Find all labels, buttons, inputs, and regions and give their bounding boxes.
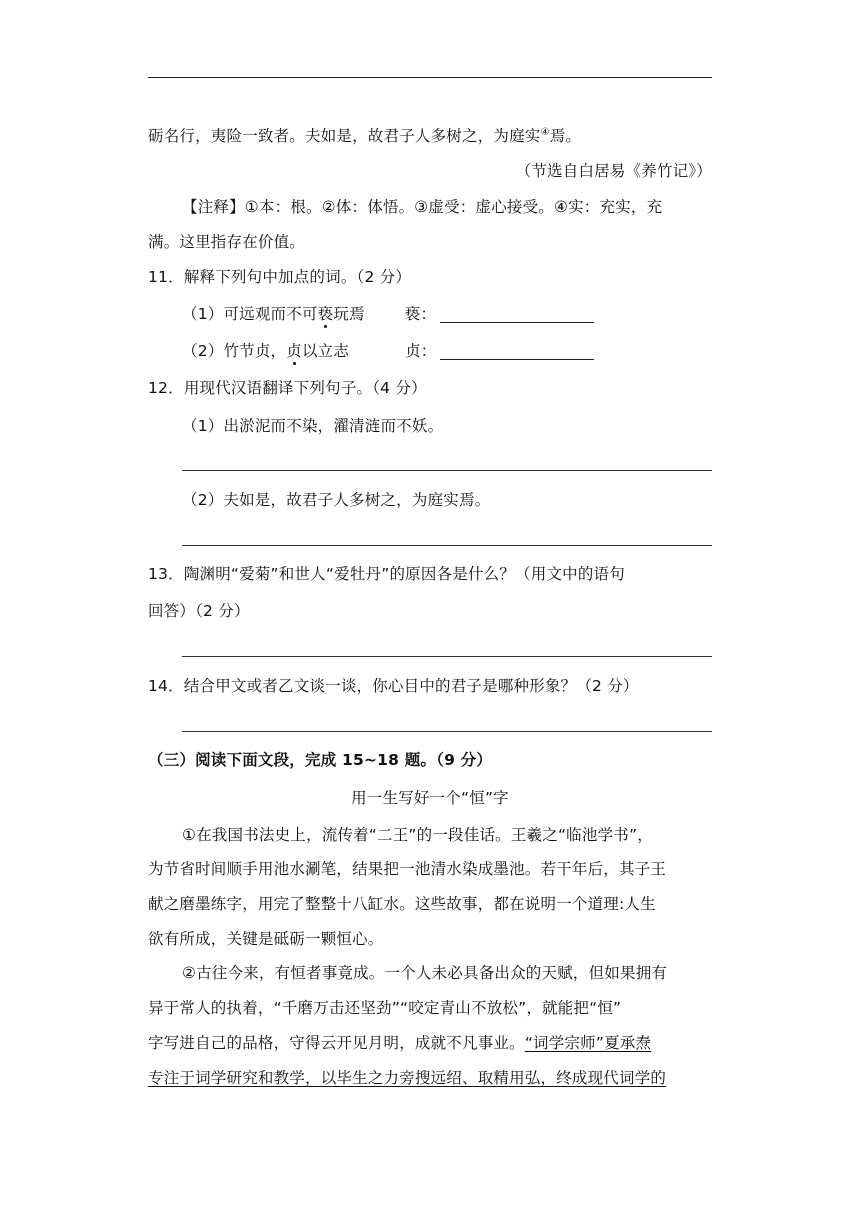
item-text: 以立志 xyxy=(301,342,350,360)
paragraph-line: ①在我国书法史上，流传着“二王”的一段佳话。王羲之“临池学书”， xyxy=(182,826,653,844)
article-title: 用一生写好一个“恒”字 xyxy=(351,789,509,807)
paragraph-line: 为节省时间顺手用池水涮笔，结果把一池清水染成墨池。若干年后，其子王 xyxy=(148,860,667,878)
question-11-stem: 11．解释下列句中加点的词。（2 分） xyxy=(148,268,412,286)
dotted-word: 亵 xyxy=(317,305,334,323)
passage-source: （节选自白居易《养竹记》） xyxy=(515,162,712,180)
passage-text: 焉。 xyxy=(549,127,582,146)
section-heading: （三）阅读下面文段，完成 15~18 题。（9 分） xyxy=(148,751,493,769)
answer-line[interactable] xyxy=(182,470,712,471)
question-13-line: 13．陶渊明“爱菊”和世人“爱牡丹”的原因各是什么？（用文中的语句 xyxy=(148,565,625,583)
paragraph-line: 异于常人的执着，“千磨万击还坚劲”“咬定青山不放松”，就能把“恒” xyxy=(148,999,622,1017)
footnote-marker: ④ xyxy=(540,127,550,138)
answer-blank[interactable] xyxy=(440,304,594,323)
question-11-item-2 xyxy=(182,340,712,362)
question-12-stem: 12．用现代汉语翻译下列句子。（4 分） xyxy=(148,379,427,397)
notes-line: 满。这里指存在价值。 xyxy=(148,233,306,251)
paragraph-line: 欲有所成，关键是砥砺一颗恒心。 xyxy=(148,930,384,948)
passage-line xyxy=(148,122,712,147)
paragraph-line: 献之磨墨练字，用完了整整十八缸水。这些故事，都在说明一个道理:人生 xyxy=(148,895,656,913)
question-13-line: 回答）（2 分） xyxy=(148,602,250,620)
answer-line[interactable] xyxy=(182,731,712,732)
question-14-stem: 14．结合甲文或者乙文谈一谈，你心目中的君子是哪种形象？（2 分） xyxy=(148,677,639,695)
header-rule xyxy=(148,77,712,78)
paragraph-line xyxy=(148,1032,712,1054)
answer-line[interactable] xyxy=(182,545,712,546)
answer-blank[interactable] xyxy=(440,341,594,360)
answer-label: 亵： xyxy=(404,305,437,323)
item-text: （2）竹节贞， xyxy=(182,342,287,360)
passage-text: 砺名行，夷险一致者。夫如是，故君子人多树之，为庭实 xyxy=(148,127,541,146)
notes-line: 【注释】①本：根。②体：体悟。③虚受：虚心接受。④实：充实，充 xyxy=(182,198,663,216)
dotted-word: 贞 xyxy=(286,342,302,360)
underlined-paragraph-line: 专注于词学研究和教学，以毕生之力旁搜远绍、取精用弘，终成现代词学的 xyxy=(148,1069,667,1087)
answer-label: 贞： xyxy=(405,342,437,360)
item-text: 玩焉 xyxy=(333,305,365,323)
paragraph-line: ②古往今来，有恒者事竟成。一个人未必具备出众的天赋，但如果拥有 xyxy=(182,964,668,982)
question-12-item-1: （1）出淤泥而不染，濯清涟而不妖。 xyxy=(182,417,444,435)
question-12-item-2: （2）夫如是，故君子人多树之，为庭实焉。 xyxy=(182,491,491,509)
paragraph-text: 字写进自己的品格，守得云开见月明，成就不凡事业。 xyxy=(148,1034,525,1052)
underlined-text: “词学宗师”夏承焘 xyxy=(524,1034,652,1052)
item-text: （1）可远观而不可 xyxy=(182,305,318,323)
answer-line[interactable] xyxy=(182,656,712,657)
question-11-item-1 xyxy=(182,303,712,325)
